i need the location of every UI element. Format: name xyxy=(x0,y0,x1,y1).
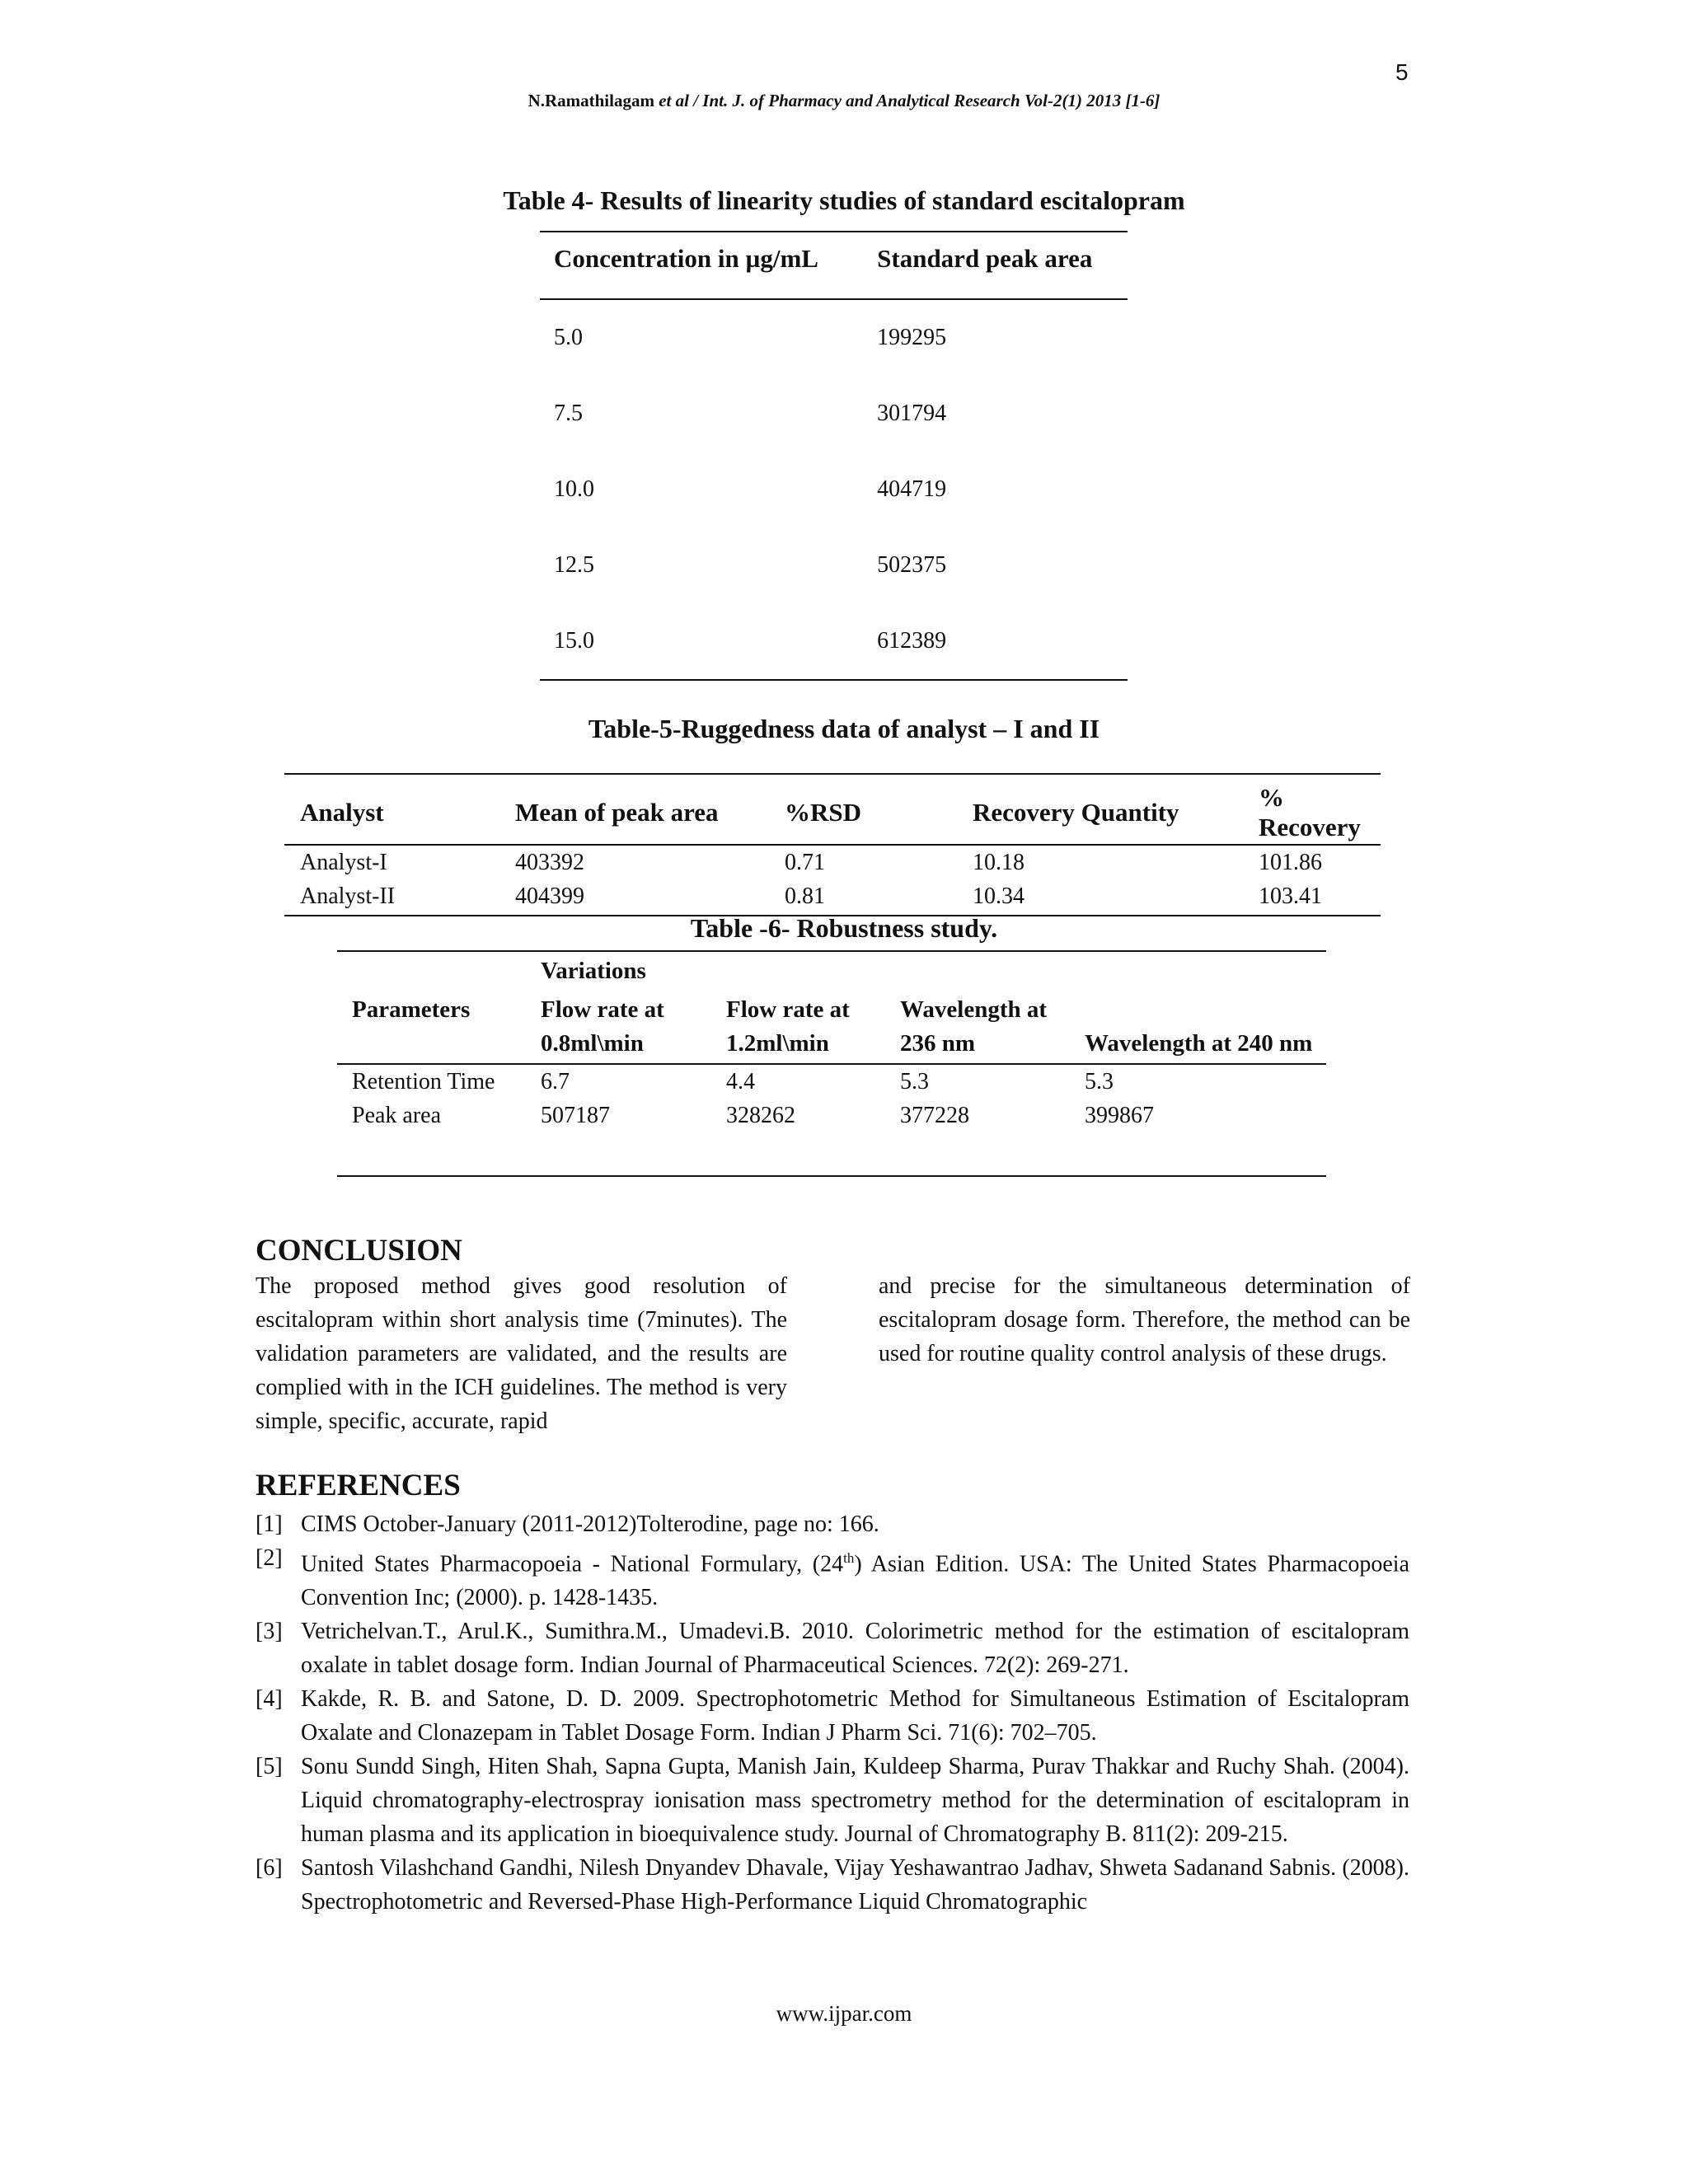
reference-item xyxy=(256,1615,1409,1682)
reference-item xyxy=(256,1682,1409,1750)
table-header-cell: Analyst xyxy=(284,774,499,845)
table-row xyxy=(284,845,1381,879)
reference-number: [3] xyxy=(256,1619,283,1645)
table-cell: 404399 xyxy=(499,879,769,916)
table-row xyxy=(284,879,1381,916)
table-cell: 5.3 xyxy=(1085,1069,1114,1094)
table4-title: Table 4- Results of linearity studies of standard escitalopram xyxy=(503,185,1185,215)
references-heading: REFERENCES xyxy=(256,1469,461,1502)
page-number: 5 xyxy=(1395,59,1409,85)
table-header-cell: Recovery Quantity xyxy=(957,774,1243,845)
table-cell: 5.0 xyxy=(554,325,583,350)
table-cell: 377228 xyxy=(900,1103,969,1128)
table6-title: Table -6- Robustness study. xyxy=(690,913,998,943)
table-header-cell: % Recovery xyxy=(1243,774,1381,845)
table5 xyxy=(284,773,1381,916)
table-cell: 502375 xyxy=(877,552,947,578)
table-row xyxy=(540,527,1128,603)
table6 xyxy=(337,950,1326,1177)
table-header-cell: Mean of peak area xyxy=(499,774,769,845)
table-header-cell xyxy=(337,951,526,991)
table-cell: 399867 xyxy=(1085,1103,1154,1128)
reference-number: [6] xyxy=(256,1855,283,1882)
table-cell: 15.0 xyxy=(540,603,863,680)
table-cell: 612389 xyxy=(863,603,1128,680)
table-row xyxy=(540,299,1128,376)
table5-title: Table-5-Ruggedness data of analyst – I and II xyxy=(588,714,1100,743)
table-cell: 10.34 xyxy=(957,879,1243,916)
table-cell: 7.5 xyxy=(554,401,583,426)
table-cell: 12.5 xyxy=(554,552,594,578)
table-cell: 10.0 xyxy=(554,476,594,502)
table-cell: 4.4 xyxy=(726,1069,755,1094)
table-row xyxy=(540,452,1128,527)
conclusion-column-2: and precise for the simultaneous determination of escitalopram dosage form. Therefore, the method can be used for routine quality control analysis of these drugs. xyxy=(879,1273,1410,1366)
footer-url: www.ijpar.com xyxy=(776,2001,912,2026)
table4 xyxy=(540,231,1128,681)
reference-text-part: United States Pharmacopoeia - National Formulary, (24 xyxy=(301,1551,844,1577)
table-cell: Peak area xyxy=(352,1103,442,1128)
table-header-row xyxy=(337,951,1326,991)
table-cell: 199295 xyxy=(877,325,947,350)
references-list xyxy=(256,1507,1409,1919)
table-row xyxy=(337,1099,1326,1132)
table-cell: 0.81 xyxy=(769,879,957,916)
reference-superscript: th xyxy=(843,1550,855,1566)
running-header xyxy=(0,91,1688,111)
table-cell: 103.41 xyxy=(1243,879,1381,916)
reference-text: Sonu Sundd Singh, Hiten Shah, Sapna Gupta, Manish Jain, Kuldeep Sharma, Purav Thakkar and Ruchy Shah. (2004). Liquid chromatography-electrospray ionisation mass spectrometry method for the determination of escitalopram in human plasma and its application in bioequivalence study. Journal of Chromatography B. 811(2): 209-215. xyxy=(301,1754,1409,1848)
reference-number: [1] xyxy=(256,1511,283,1537)
table-header-cell: Standard peak area xyxy=(863,232,1128,299)
table-row xyxy=(337,1064,1326,1099)
reference-number: [5] xyxy=(256,1754,283,1780)
running-header-authors: N.Ramathilagam xyxy=(528,91,654,110)
table-group-header: Variations xyxy=(526,951,1326,991)
table-cell: 404719 xyxy=(877,476,947,502)
table-cell: 6.7 xyxy=(541,1069,570,1094)
reference-text: CIMS October-January (2011-2012)Tolterodine, page no: 166. xyxy=(301,1511,879,1537)
conclusion-heading: CONCLUSION xyxy=(256,1234,462,1268)
table-header-row xyxy=(284,774,1381,845)
table-header-row xyxy=(337,991,1326,1064)
table-cell: 101.86 xyxy=(1259,850,1322,875)
reference-item xyxy=(256,1541,1409,1615)
reference-number: [2] xyxy=(256,1545,283,1571)
table-header-row xyxy=(540,232,1128,299)
reference-text-part: ) Asian Edition. USA: The United States Pharmacopoeia Convention Inc; (2000). p. 1428-1435. xyxy=(301,1551,1410,1611)
table-bottom-rule xyxy=(337,1132,1326,1176)
table-cell: 301794 xyxy=(877,401,947,426)
reference-item xyxy=(256,1750,1409,1851)
table-header-cell: Concentration in µg/mL xyxy=(540,232,863,299)
reference-number: [4] xyxy=(256,1686,283,1713)
table-header-cell: Flow rate at 0.8ml\min xyxy=(526,991,711,1064)
table-cell: 0.71 xyxy=(785,850,825,875)
table-cell: 328262 xyxy=(726,1103,795,1128)
table-row xyxy=(540,603,1128,680)
table-cell: Retention Time xyxy=(352,1069,495,1094)
reference-item xyxy=(256,1851,1409,1919)
reference-text xyxy=(301,1541,1409,1615)
running-header-citation: et al / Int. J. of Pharmacy and Analytical Research Vol-2(1) 2013 [1-6] xyxy=(659,91,1160,110)
table-row xyxy=(540,376,1128,452)
reference-text: Kakde, R. B. and Satone, D. D. 2009. Spectrophotometric Method for Simultaneous Estimation of Escitalopram Oxalate and Clonazepam in Tablet Dosage Form. Indian J Pharm Sci. 71(6): 702–705. xyxy=(301,1686,1409,1746)
reference-text: Santosh Vilashchand Gandhi, Nilesh Dnyandev Dhavale, Vijay Yeshawantrao Jadhav, Shweta Sadanand Sabnis. (2008). Spectrophotometric and Reversed-Phase High-Performance Liquid Chromatographic xyxy=(301,1855,1409,1915)
table-cell: 403392 xyxy=(515,850,584,875)
table-header-cell: Wavelength at 236 nm xyxy=(885,991,1070,1064)
table-cell: 10.18 xyxy=(973,850,1025,875)
table-header-cell: %RSD xyxy=(769,774,957,845)
table-header-cell: Flow rate at 1.2ml\min xyxy=(711,991,885,1064)
table-cell: Analyst-II xyxy=(284,879,499,916)
table-header-cell: Parameters xyxy=(337,991,526,1064)
reference-text: Vetrichelvan.T., Arul.K., Sumithra.M., Umadevi.B. 2010. Colorimetric method for the estimation of escitalopram oxalate in tablet dosage form. Indian Journal of Pharmaceutical Sciences. 72(2): 269-271. xyxy=(301,1619,1409,1679)
table-header-cell: Wavelength at 240 nm xyxy=(1070,991,1326,1064)
table-cell: 507187 xyxy=(541,1103,610,1128)
table-cell: 5.3 xyxy=(900,1069,929,1094)
conclusion-column-1: The proposed method gives good resolution of escitalopram within short analysis time (7minutes). The validation parameters are validated, and the results are complied with in the ICH guidelines. The method is very simple, specific, accurate, rapid xyxy=(256,1273,787,1434)
reference-item xyxy=(256,1507,1409,1541)
table-cell: Analyst-I xyxy=(300,850,387,875)
